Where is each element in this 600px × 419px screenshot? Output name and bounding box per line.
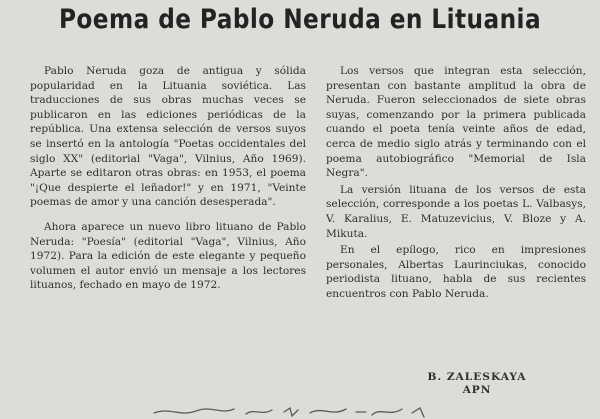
article-paragraph: Pablo Neruda goza de antigua y sólida popularidad en la Lituania soviética. Las traducciones de sus obras muchas veces se publicaron en las ediciones periódicas de la república. Una extensa selección de versos suyos se insertó en la antología "Poetas occidentales del siglo XX" (editorial "Vaga", Vilnius, Año 1969). Aparte se editaron otras obras: en 1953, el poema "¡Que despierte el leñador!" y en 1971, "Veinte poemas de amor y una canción desesperada". <box>30 65 306 209</box>
article-column-right <box>326 64 586 302</box>
handwritten-annotation <box>150 403 450 419</box>
article-paragraph: Ahora aparece un nuevo libro lituano de Pablo Neruda: "Poesía" (editorial "Vaga", Vilnius, Año 1972). Para la edición de este elegante y pequeño volumen el autor envió un mensaje a los lectores lituanos, fechado en mayo de 1972. <box>30 220 306 292</box>
article-paragraph: En el epílogo, rico en impresiones personales, Albertas Laurinciukas, conocido periodista lituano, habla de sus recientes encuentros con Pablo Neruda. <box>326 244 586 300</box>
signature-agency: APN <box>462 384 492 396</box>
article-paragraph: Los versos que integran esta selección, presentan con bastante amplitud la obra de Neruda. Fueron seleccionados de siete obras suyas, comenzando por la primera publicada cuando el poeta tenía veinte años de edad, cerca de medio siglo atrás y terminando con el poema autobiográfico "Memorial de Isla Negra". <box>326 65 586 180</box>
article-headline: Poema de Pablo Neruda en Lituania <box>58 4 542 35</box>
signature-author: B. ZALESKAYA <box>427 371 527 383</box>
article-column-left <box>30 64 306 293</box>
article-paragraph: La versión lituana de los versos de esta selección, corresponde a los poetas L. Valbasys, V. Karalius, E. Matuzevicius, V. Bloze y A. Mikuta. <box>326 183 586 240</box>
article-signature <box>326 371 586 397</box>
